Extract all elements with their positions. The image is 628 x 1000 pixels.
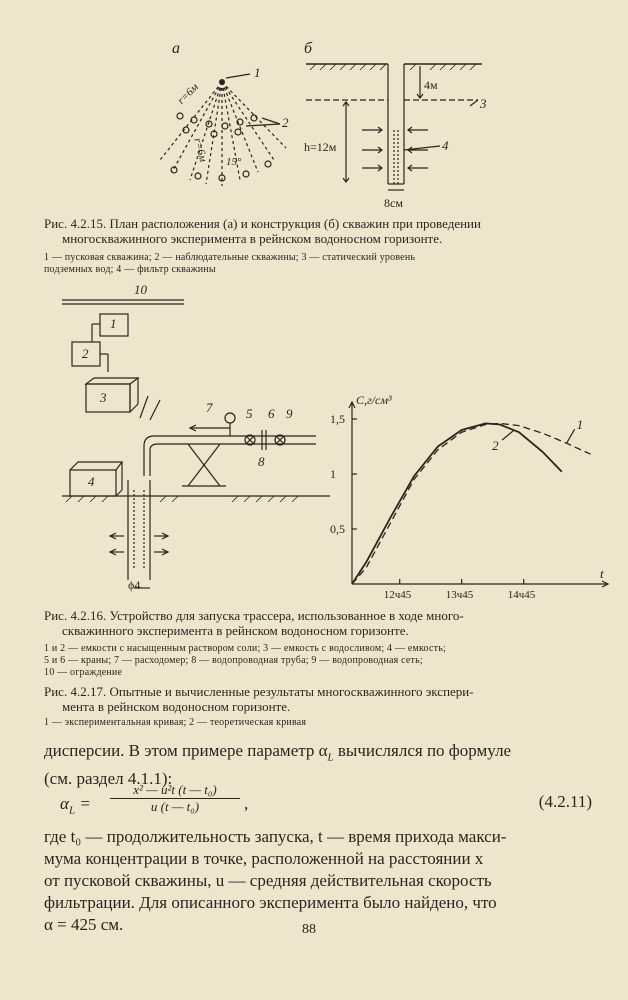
page-number: 88 [302,922,316,937]
p2-line3: от пусковой скважины, u — средняя действительная скорость [44,871,492,890]
fig16-legend-line1: 1 и 2 — емкости с насыщенным раствором соли; 3 — емкость с водосливом; 4 — емкость; [44,643,446,654]
fig17-legend-line: 1 — экспериментальная кривая; 2 — теоретическая кривая [44,717,307,728]
formula-denominator: u (t — t₀) [150,799,200,814]
fig15a-radius-1: r=6м [175,81,201,107]
formula-lhs: α [60,794,69,813]
fig16-pipe-diameter: ϕ4 [128,578,141,592]
chart-series-1-label: 1 [576,417,584,433]
chart-series-2-line [352,423,562,584]
fig15b-marker-3: 3 [480,96,487,111]
paragraph-2 [44,826,604,936]
fig17-legend [44,717,604,729]
chart-y-axis-label: C,г/см³ [356,393,392,407]
fig15-legend-line1: 1 — пусковая скважина; 2 — наблюдательные скважины; 3 — статический уровень [44,252,416,263]
fig17-caption [44,684,604,714]
fig15-label-b: б [304,40,313,57]
fig15b-diameter: 8см [384,196,403,210]
fig15-label-a: а [172,40,180,57]
fig16-legend-line2: 5 и 6 — краны; 7 — расходомер; 8 — водопроводная труба; 9 — водопроводная сеть; [44,655,423,666]
fig16-marker-3: 3 [100,390,107,405]
fig15a-marker-2: 2 [282,115,289,130]
fig16-marker-10: 10 [134,282,147,297]
fig16-marker-7: 7 [206,400,213,415]
p2-line2: мума концентрации в точке, расположенной на расстоянии x [44,849,484,868]
formula-number: (4.2.11) [538,792,592,811]
formula-4-2-11 [60,782,600,824]
fig16-caption [44,608,604,638]
chart-series-2-leader [502,430,514,440]
chart-series-2-label: 2 [492,438,499,453]
formula-eq: = [75,794,91,813]
formula-numerator: x² — u²t (t — t₀) [110,782,240,799]
chart-x-axis-label: t [600,566,604,581]
fig16-marker-1: 1 [110,316,117,331]
p2-line4: фильтрации. Для описанного эксперимента было найдено, что [44,893,497,912]
p1-sub: L [327,751,334,764]
fig15b-depth: 4м [424,78,438,92]
fig16-caption-line2: скважинного эксперимента в рейнском водоносном горизонте. [62,623,409,638]
chart-y-tick-label: 1,5 [330,412,345,426]
fig15-caption-text: План расположения (а) и конструкция (б) скважин при проведении [109,216,481,231]
p2-line1: где t₀ — продолжительность запуска, t — время прихода макси- [44,827,507,846]
chart-y-tick-label: 0,5 [330,522,345,536]
fig16-marker-4: 4 [88,474,95,489]
formula-comma: , [244,794,249,813]
fig17-caption-line2: мента в рейнском водоносном горизонте. [62,699,291,714]
fig15a-angle: 15° [226,156,242,168]
fig16-marker-8: 8 [258,454,265,469]
chart-series-1-line [352,423,591,584]
fig16-legend-line3: 10 — ограждение [44,667,123,678]
fig16-legend [44,643,614,679]
fig16-marker-5: 5 [246,406,253,421]
fig15-caption-number: Рис. 4.2.15. [44,216,107,231]
p1-tail: вычислялся по формуле [333,741,512,760]
chart-x-tick-label: 12ч45 [383,589,412,601]
fig16-marker-6: 6 [268,406,275,421]
fig16-marker-9: 9 [286,406,293,421]
chart-x-tick-label: 13ч45 [445,589,474,601]
fig16-caption-line1: Рис. 4.2.16. Устройство для запуска трассера, использованное в ходе много- [44,608,464,623]
fig15b-thickness: h=12м [304,140,337,154]
fig16-marker-2: 2 [82,346,89,361]
fig15-caption-line2: многоскважинного эксперимента в рейнском водоносном горизонте. [62,231,443,246]
p1-text: дисперсии. В этом примере параметр α [44,741,328,760]
fig15a-radius-2: r=6м [191,136,210,164]
p2-line5: α = 425 см. [44,915,124,934]
chart-series-1-leader [567,429,575,443]
chart-y-tick-label: 1 [330,467,336,481]
chart-x-tick-label: 14ч45 [507,589,536,601]
fig15a-marker-1: 1 [254,65,261,80]
formula-lhs-sub: L [68,804,76,817]
p1-line2: (см. раздел 4.1.1): [44,769,173,789]
fig17-caption-line1: Рис. 4.2.17. Опытные и вычисленные результаты многоскважинного экспери- [44,684,474,699]
fig15b-marker-4: 4 [442,138,449,153]
fig15-legend-line2: подземных вод; 4 — фильтр скважины [44,264,216,275]
